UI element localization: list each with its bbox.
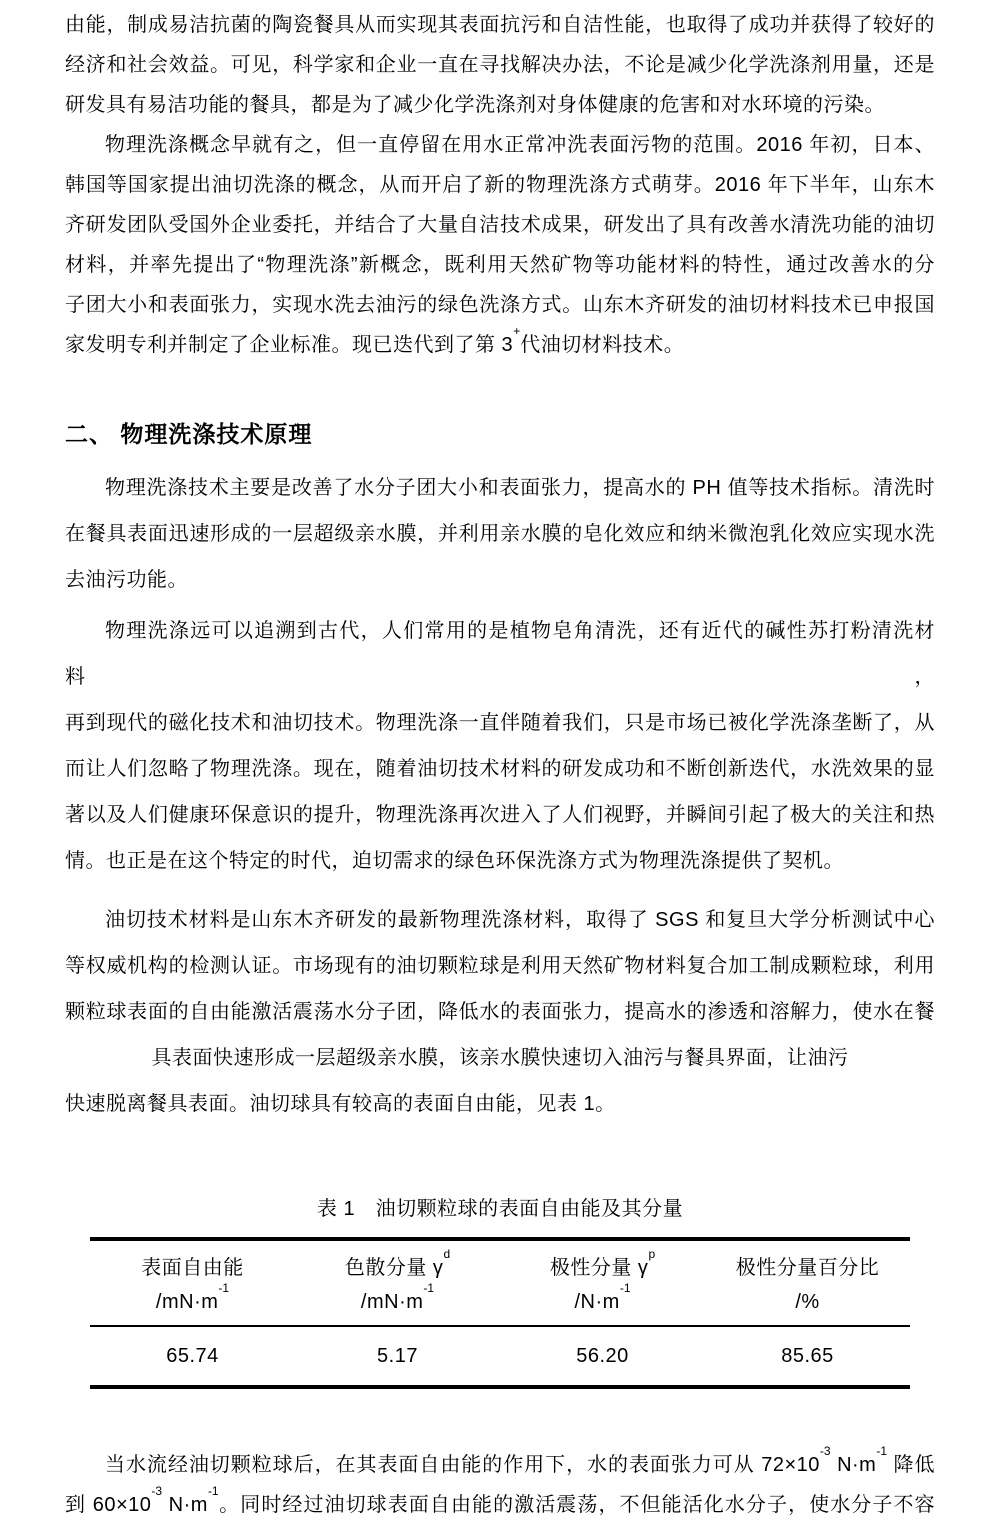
text-line: 齐研发团队受国外企业委托，并结合了大量自洁技术成果，研发出了具有改善水清洗功能的油切	[65, 214, 935, 236]
table-value-cell: 56.20	[576, 1344, 629, 1367]
text-line: 快速脱离餐具表面。油切球具有较高的表面自由能，见表 1。	[65, 1093, 616, 1115]
paragraph	[65, 125, 935, 365]
column-unit: $/mN\cdot m^{-1}$	[155, 1281, 230, 1313]
text-line: 颗粒球表面的自由能激活震荡水分子团，降低水的表面张力，提高水的渗透和溶解力，使水在餐	[65, 1001, 935, 1023]
text-line: 再到现代的磁化技术和油切技术。物理洗涤一直伴随着我们，只是市场已被化学洗涤垄断了，从	[65, 712, 935, 734]
table-value-cell: 65.74	[166, 1344, 219, 1367]
table-value-cell: 5.17	[377, 1344, 418, 1367]
text-line: 物理洗涤远可以追溯到古代，人们常用的是植物皂角清洗，还有近代的碱性苏打粉清洗材料，	[65, 620, 935, 688]
text-line: 家发明专利并制定了企业标准。现已迭代到了第 3+代油切材料技术。	[65, 324, 685, 356]
text-line: 油切技术材料是山东木齐研发的最新物理洗涤材料，取得了 SGS 和复旦大学分析测试中心	[105, 909, 935, 931]
table-header-cell	[500, 1239, 705, 1326]
table-header-cell	[295, 1239, 500, 1326]
column-label: 极性分量百分比	[735, 1257, 880, 1279]
table-header-cell	[705, 1239, 910, 1326]
column-label: 表面自由能	[141, 1257, 244, 1279]
intro-paragraphs	[65, 5, 935, 365]
table-body	[90, 1326, 910, 1387]
table-header-row	[90, 1239, 910, 1326]
table-caption: 表 1 油切颗粒球的表面自由能及其分量	[316, 1198, 684, 1220]
table-head	[90, 1239, 910, 1326]
paragraph	[65, 5, 935, 125]
text-line: 研发具有易洁功能的餐具，都是为了减少化学洗涤剂对身体健康的危害和对水环境的污染。	[65, 94, 885, 116]
text-line: 子团大小和表面张力，实现水洗去油污的绿色洗涤方式。山东木齐研发的油切材料技术已申报国	[65, 294, 935, 316]
text-line: 由能，制成易洁抗菌的陶瓷餐具从而实现其表面抗污和自洁性能，也取得了成功并获得了较好的	[65, 14, 935, 36]
text-line: 情。也正是在这个特定的时代，迫切需求的绿色环保洗涤方式为物理洗涤提供了契机。	[65, 850, 844, 872]
text-line: 在餐具表面迅速形成的一层超级亲水膜，并利用亲水膜的皂化效应和纳米微泡乳化效应实现水洗	[65, 523, 935, 545]
closing-paragraph	[65, 1445, 935, 1525]
section-paragraphs	[65, 465, 935, 1127]
column-unit: $/mN\cdot m^{-1}$	[360, 1281, 435, 1313]
text-line: 到 $60\times 10^{-3}$ $N\cdot m^{-1}$。同时经过油切球表面自由能的激活震荡，不但能活化水分子，使水分子不容	[65, 1484, 935, 1516]
column-unit: $/N\cdot m^{-1}$	[574, 1281, 631, 1313]
text-line: 材料，并率先提出了“物理洗涤”新概念，既利用天然矿物等功能材料的特性，通过改善水的分	[65, 254, 935, 276]
text-line: 物理洗涤概念早就有之，但一直停留在用水正常冲洗表面污物的范围。2016 年初，日本、	[105, 134, 935, 156]
paragraph	[65, 608, 935, 884]
text-line: 而让人们忽略了物理洗涤。现在，随着油切技术材料的研发成功和不断创新迭代，水洗效果的显	[65, 758, 935, 780]
text-line: 去油污功能。	[65, 569, 188, 591]
text-line: 等权威机构的检测认证。市场现有的油切颗粒球是利用天然矿物材料复合加工制成颗粒球，利用	[65, 955, 935, 977]
text-line: 著以及人们健康环保意识的提升，物理洗涤再次进入了人们视野，并瞬间引起了极大的关注和热	[65, 804, 935, 826]
column-label: 极性分量 $\gamma^p$	[549, 1247, 656, 1279]
text-line: 韩国等国家提出油切洗涤的概念，从而开启了新的物理洗涤方式萌芽。2016 年下半年，山东木	[65, 174, 935, 196]
column-unit: /%	[795, 1291, 820, 1313]
text-line: 物理洗涤技术主要是改善了水分子团大小和表面张力，提高水的 PH 值等技术指标。清洗时	[105, 477, 935, 499]
paragraph	[65, 897, 935, 1127]
text-line: 经济和社会效益。可见，科学家和企业一直在寻找解决办法，不论是减少化学洗涤剂用量，还是	[65, 54, 935, 76]
paragraph	[65, 1445, 935, 1525]
surface-free-energy-table	[90, 1237, 910, 1389]
table-value-cell: 85.65	[781, 1344, 834, 1367]
paragraph	[65, 465, 935, 603]
column-label: 色散分量 $\gamma^d$	[344, 1247, 451, 1279]
text-line: 具表面快速形成一层超级亲水膜，该亲水膜快速切入油污与餐具界面，让油污	[151, 1047, 849, 1069]
table-row	[90, 1326, 910, 1387]
text-line: 当水流经油切颗粒球后，在其表面自由能的作用下，水的表面张力可从 $72\times 10^{-3}$ $N\cdot m^{-1}$ 降低	[105, 1444, 935, 1476]
table-header-cell	[90, 1239, 295, 1326]
section-heading: 二、 物理洗涤技术原理	[65, 421, 313, 447]
